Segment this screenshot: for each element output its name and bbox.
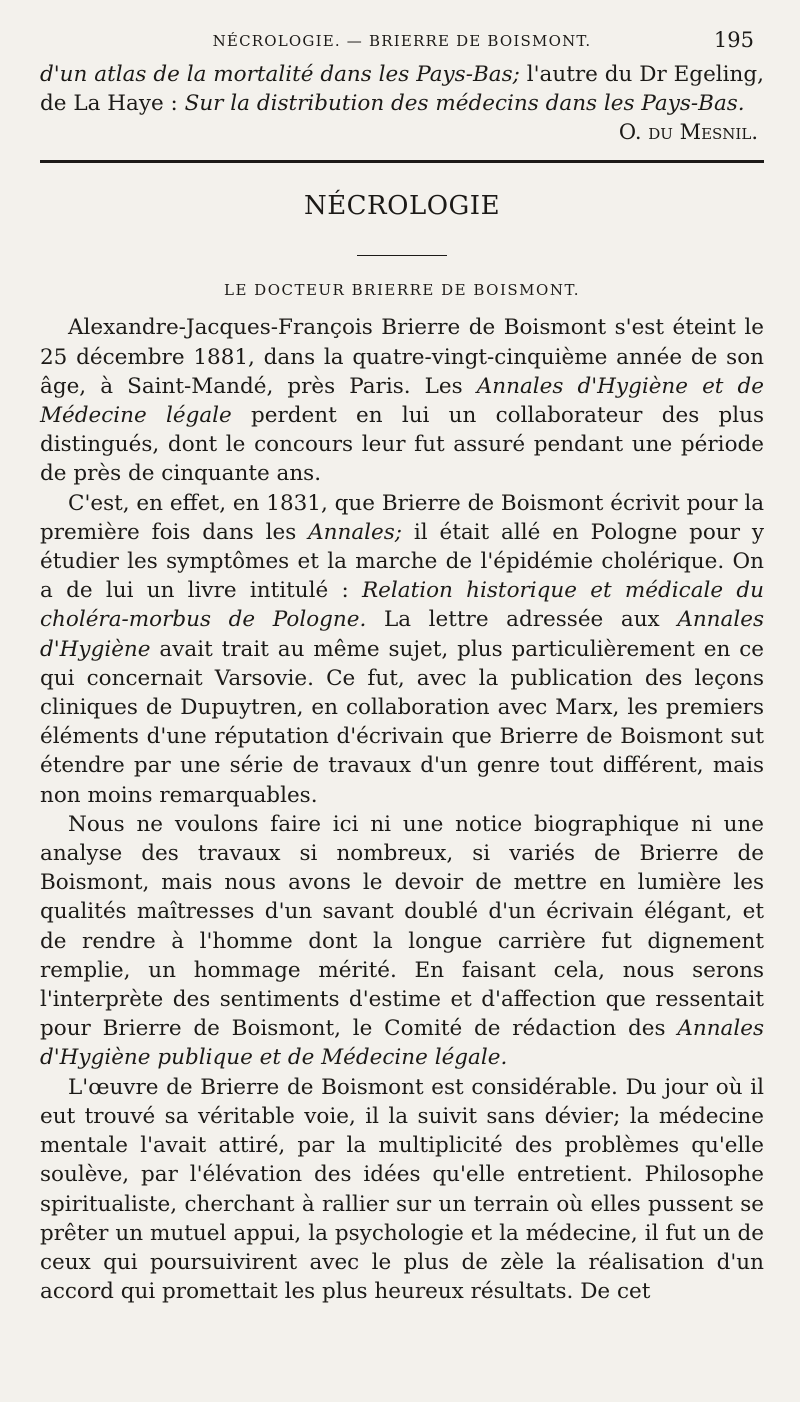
p2-text-c: il était allé en Pologne pour y étudier les symptômes et la marche de l'épidémie cholérique. On a de lui un livre intitulé :: [40, 519, 764, 604]
signature-initial: O.: [618, 120, 649, 145]
author-signature: [40, 118, 758, 146]
p1-text-c: perdent en lui un collaborateur des plus distingués, dont le concours leur fut assuré pendant une période de près de cinquante ans.: [40, 403, 765, 487]
previous-article-text-1: l'autre du Dr Egeling,: [519, 62, 764, 87]
section-divider: [40, 160, 764, 163]
section-subtitle: LE DOCTEUR BRIERRE DE BOISMONT.: [223, 281, 581, 300]
p3-journal-title: Annales d'Hygiène publique et de Médecine légale.: [40, 1016, 764, 1071]
title-underline: [357, 255, 447, 256]
p3-text-a: Nous ne voulons faire ici ni une notice biographique ni une analyse des travaux si nombreux, si variés de Brierre de Boismont, mais nous avons le devoir de mettre en lumière les qualités maîtresses d'un savant doublé d'un écrivain élégant, et de rendre à l'homme dont la longue carrière fut dignement remplie, un hommage mérité. En faisant cela, nous serons l'interprète des sentiments d'estime et d'affection que ressentait pour Brierre de Boismont, le Comité de rédaction des: [40, 811, 764, 1042]
p1-journal-title: Annales d'Hygiène et de Médecine légale: [40, 373, 764, 429]
p2-text-a: C'est, en effet, en 1831, que Brierre de Boismont écrivit pour la première fois dans les: [40, 490, 765, 545]
p2-text-e: La lettre adressée aux: [366, 607, 678, 633]
article-body: [40, 313, 764, 1306]
p2-journal-title: Annales;: [308, 519, 403, 545]
previous-article-tail: [40, 60, 764, 118]
p2-text-g: avait trait au même sujet, plus particulièrement en ce qui concernait Varsovie. Ce fut, avec la publication des leçons cliniques de Dupuytren, en collaboration avec Marx, les premiers éléments d'une réputation d'écrivain que Brierre de Boismont sut étendre par une série de travaux d'un genre tout différent, mais non moins remarquables.: [40, 636, 764, 808]
p4-text: L'œuvre de Brierre de Boismont est considérable. Du jour où il eut trouvé sa véritable voie, il la suivit sans dévier; la médecine mentale l'avait attiré, par la multiplicité des problèmes qu'elle soulève, par l'élévation des idées qu'elle entretient. Philosophe spiritualiste, cherchant à rallier sur un terrain où elles pussent se prêter un mutuel appui, la psychologie et la médecine, il fut un de ceux qui poursuivirent avec le plus de zèle la réalisation d'un accord qui promettait les plus heureux résultats. De cet: [40, 1074, 764, 1305]
paragraph-3: [40, 810, 764, 1073]
section-title: NÉCROLOGIE: [303, 191, 501, 222]
p2-journal-title-2: Annales d'Hygiène: [40, 607, 764, 662]
page-number: 195: [713, 28, 754, 52]
previous-article-text-2: de La Haye :: [40, 91, 185, 117]
paragraph-2: [40, 489, 764, 810]
paragraph-1: [40, 313, 764, 488]
running-head-title: NÉCROLOGIE. — BRIERRE DE BOISMONT.: [212, 32, 592, 50]
p1-text-a: Alexandre-Jacques-François Brierre de Boismont s'est éteint le 25 décembre 1881, dans la quatre-vingt-cinquième année de son âge, à Saint-Mandé, près Paris. Les: [40, 315, 764, 399]
running-head: [40, 28, 764, 54]
signature-name: du Mesnil.: [648, 120, 758, 145]
previous-article-italic-2: Sur la distribution des médecins dans les Pays-Bas.: [184, 91, 745, 117]
p2-book-title: Relation historique et médicale du choléra-morbus de Pologne.: [40, 578, 764, 633]
paragraph-4: [40, 1073, 764, 1307]
previous-article-italic-1: d'un atlas de la mortalité dans les Pays-Bas;: [40, 62, 520, 87]
